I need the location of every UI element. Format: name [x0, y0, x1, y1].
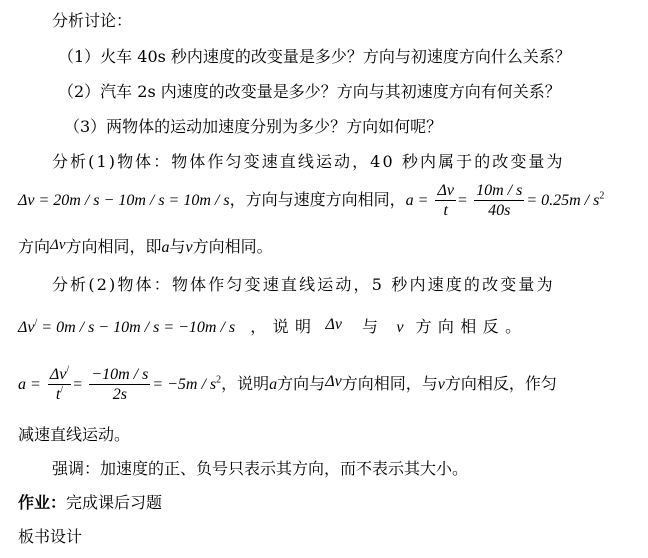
analysis-2-acceleration	[18, 356, 557, 411]
v-symbol: v	[185, 239, 193, 256]
v-symbol: v	[437, 376, 445, 393]
explain-text: 与	[361, 317, 385, 336]
fraction-values-1	[474, 181, 524, 220]
a-lhs-2: a =	[18, 376, 41, 393]
explain-text: ，说明	[250, 317, 318, 336]
question-3: （3）两物体的运动加速度分别为多少？方向如何呢？	[64, 117, 443, 136]
t-text: t	[55, 386, 61, 403]
text-segment: 与	[169, 237, 186, 256]
a-lhs-1: a =	[405, 192, 429, 209]
text-segment: 方向相同，即	[65, 237, 162, 256]
result-1-exponent: 2	[599, 190, 605, 202]
result-2: = −5m / s	[152, 376, 217, 393]
dv-symbol: Δv	[325, 373, 342, 390]
analysis-1-conclusion	[18, 234, 273, 259]
a-symbol: a	[161, 239, 170, 256]
fraction-denominator	[48, 385, 71, 404]
fraction-dv-over-t	[435, 181, 456, 220]
section-heading: 分析讨论：	[52, 11, 133, 30]
emphasis-note: 强调：加速度的正、负号只表示其方向，而不表示其大小。	[52, 459, 469, 478]
direction-text-1: ，方向与速度方向相同，	[229, 190, 406, 209]
analysis-1-intro: 分析(1)物体：物体作匀变速直线运动，40 秒内属于的改变量为	[52, 152, 565, 171]
prime-mark: /	[34, 317, 38, 329]
homework-text: 完成课后习题	[66, 493, 163, 512]
prime-mark: /	[66, 364, 70, 376]
prime-mark: /	[60, 384, 64, 396]
fraction-numerator: Δv	[437, 182, 454, 199]
homework-line	[18, 492, 162, 514]
fraction-denominator: 40s	[488, 202, 511, 219]
text-segment: 方向相反，作匀	[444, 374, 557, 393]
dv-symbol: Δv	[325, 316, 342, 333]
text-segment: 方向	[18, 237, 51, 256]
fraction-denominator: t	[443, 202, 448, 219]
v-symbol: v	[396, 319, 404, 336]
fraction-denominator: 2s	[112, 386, 127, 403]
text-segment: ，说明	[221, 374, 270, 393]
equals-sign: =	[457, 192, 467, 209]
equals-sign: =	[73, 376, 83, 393]
result-1: = 0.25m / s	[526, 192, 600, 209]
dv-prime: Δv	[18, 319, 35, 336]
analysis-1-equation	[18, 180, 604, 221]
analysis-2-conclusion: 减速直线运动。	[18, 425, 131, 444]
dv-symbol: Δv	[50, 237, 66, 253]
analysis-2-equation	[18, 314, 527, 339]
dv-text: Δv	[49, 366, 67, 383]
homework-label: 作业：	[18, 493, 67, 512]
board-design-heading: 板书设计	[18, 527, 83, 546]
fraction-numerator: 10m / s	[476, 182, 523, 199]
fraction-numerator	[48, 365, 71, 385]
fraction-values-2	[89, 365, 150, 404]
text-segment: 方向相同，与	[341, 374, 438, 393]
question-2: （2）汽车 2s 内速度的改变量是多少？方向与其初速度方向有何关系？	[58, 82, 561, 101]
question-1: （1）火车 40s 秒内速度的改变量是多少？方向与初速度方向什么关系？	[58, 47, 571, 66]
result-2-exponent: 2	[216, 374, 222, 386]
analysis-2-intro: 分析(2)物体：物体作匀变速直线运动，5 秒内速度的改变量为	[52, 275, 555, 294]
fraction-dv-prime-over-t-prime	[48, 365, 71, 404]
a-symbol: a	[269, 376, 278, 393]
fraction-numerator: −10m / s	[91, 366, 149, 383]
text-segment: 方向与	[277, 374, 326, 393]
dv-equation-2: = 0m / s − 10m / s = −10m / s	[37, 319, 236, 336]
explain-text: 方向相反。	[415, 317, 528, 336]
text-segment: 方向相同。	[192, 237, 273, 256]
dv-equation-1: Δv = 20m / s − 10m / s = 10m / s	[18, 192, 230, 209]
